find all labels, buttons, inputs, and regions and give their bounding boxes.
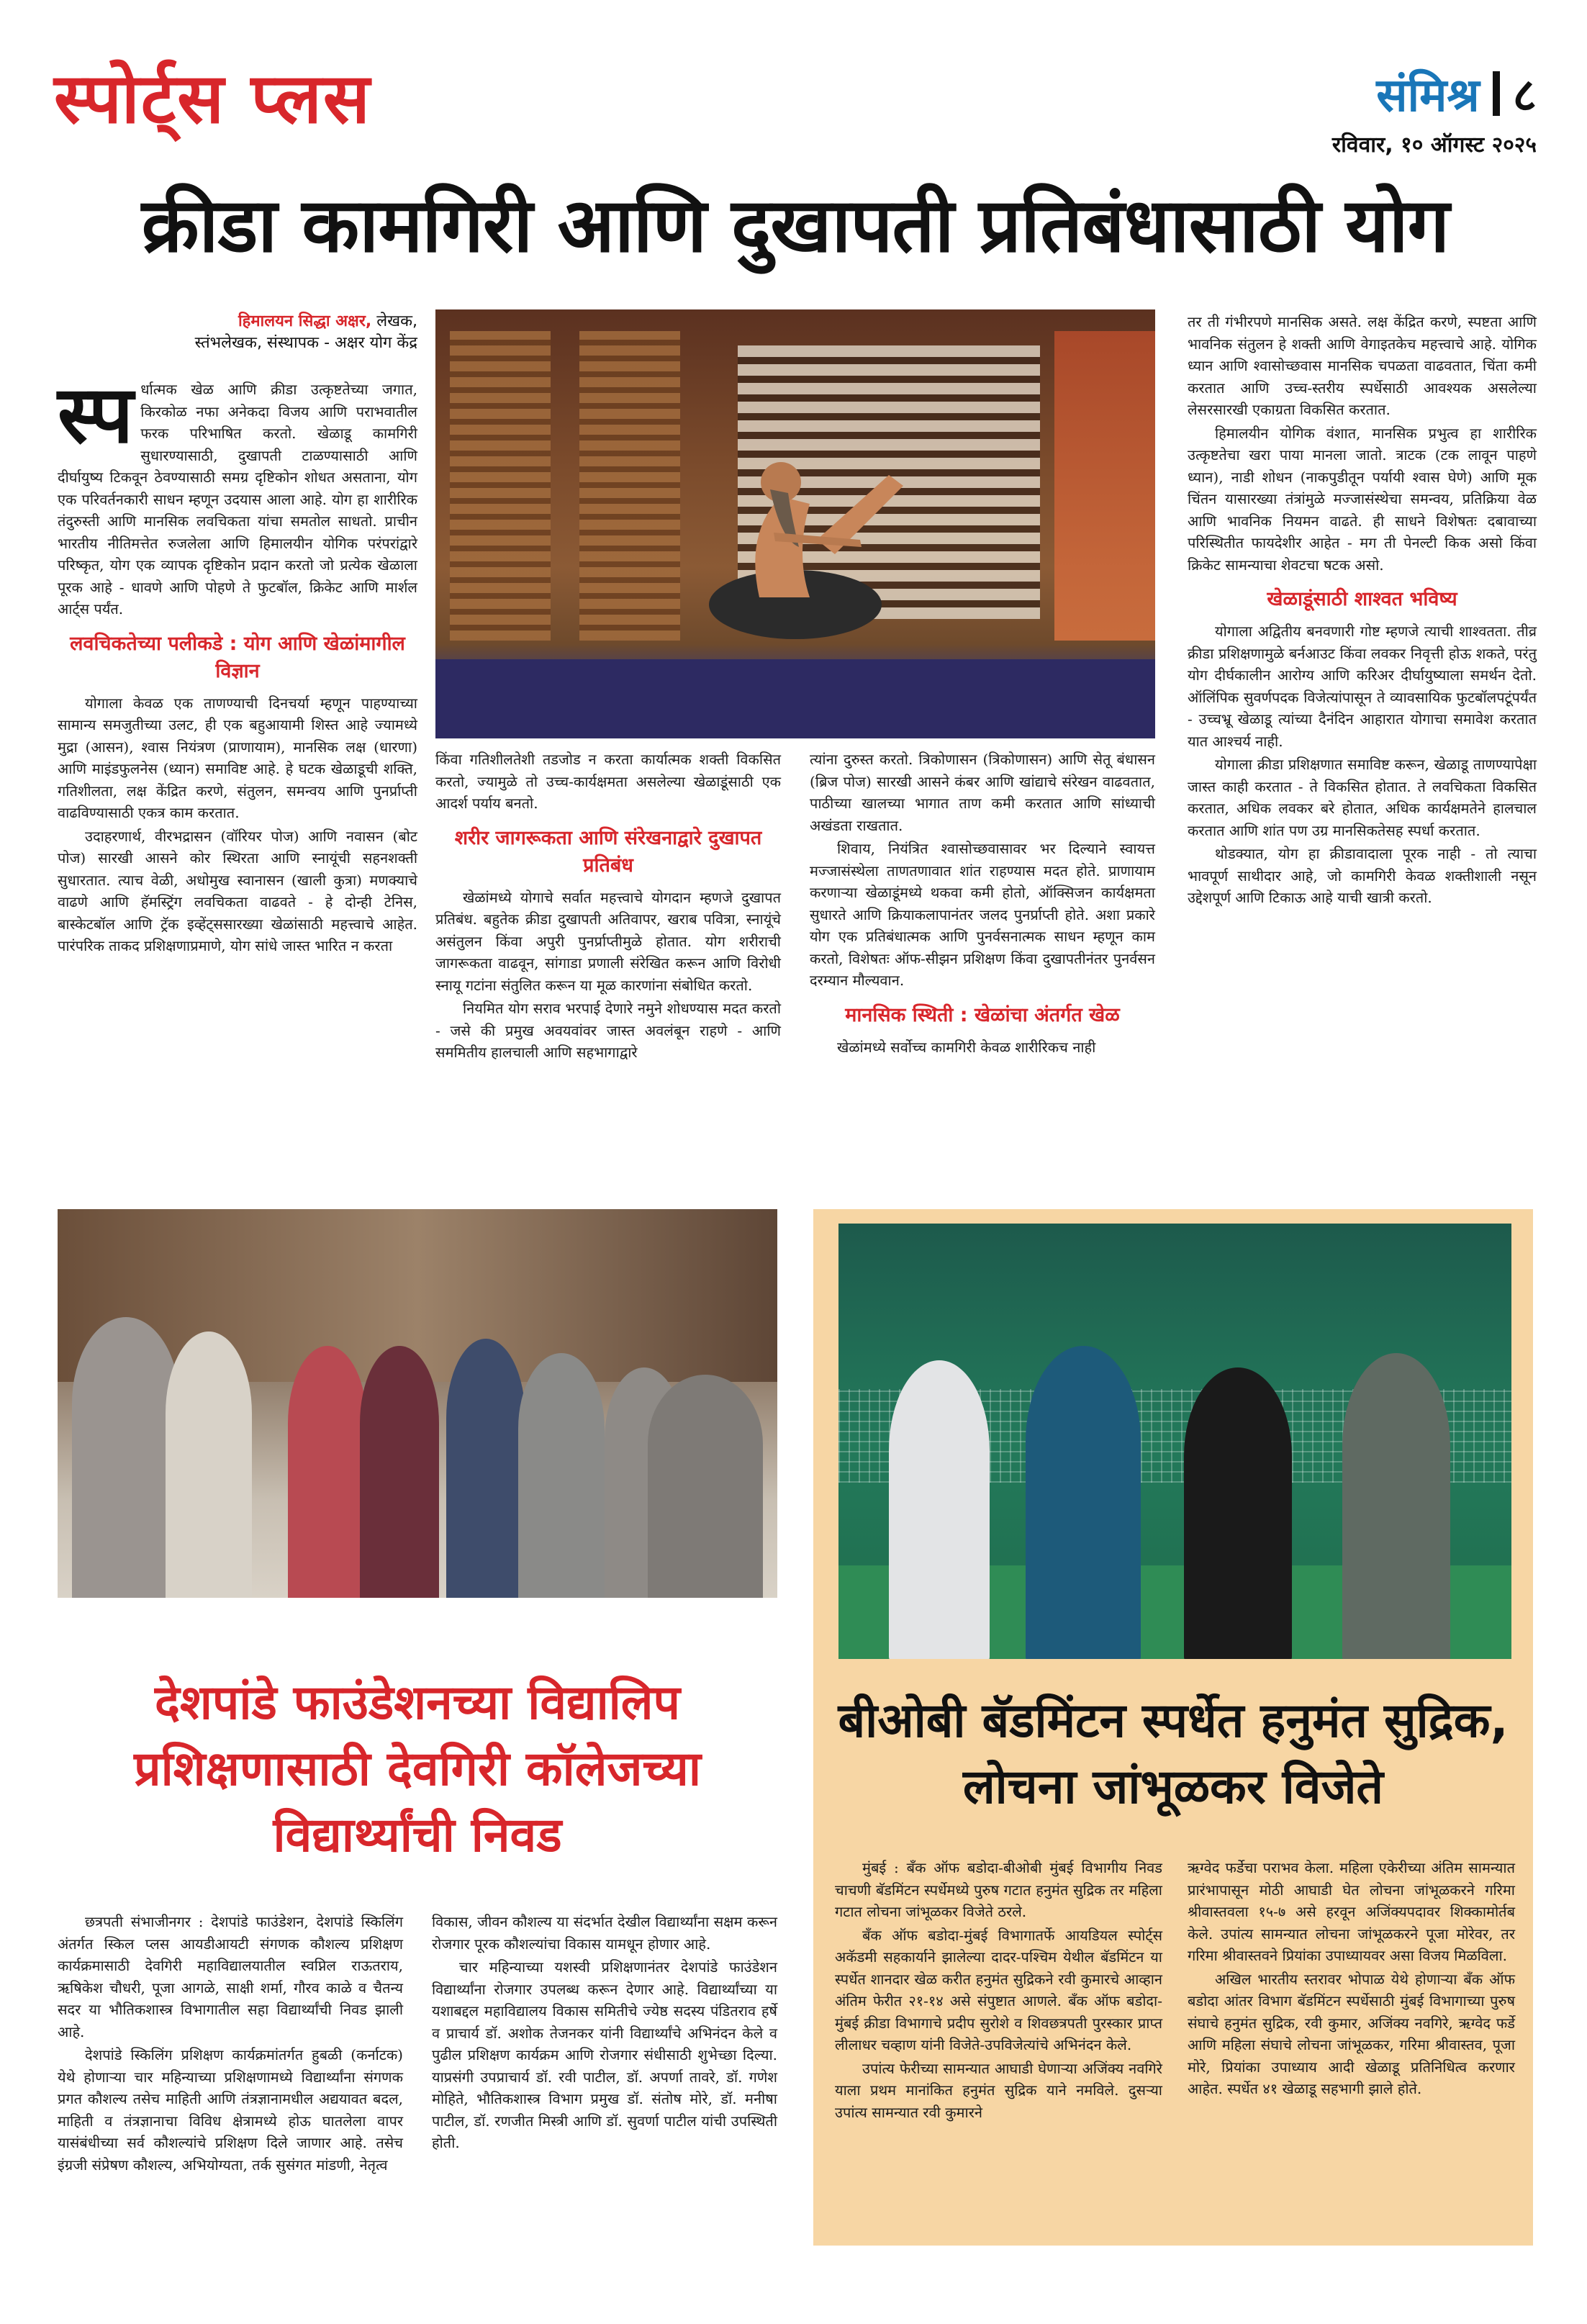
byline xyxy=(58,311,417,354)
byline-role: लेखक, xyxy=(371,312,417,330)
byline-role-2: स्तंभलेखक, संस्थापक - अक्षर योग केंद्र xyxy=(194,334,417,352)
deshpande-column-2 xyxy=(432,1911,777,2156)
yoga-photo xyxy=(435,309,1155,738)
main-article-column-4 xyxy=(1188,311,1537,910)
brand-title: स्पोर्ट्स प्लस xyxy=(54,58,371,139)
paragraph: हिमालयीन योगिक वंशात, मानसिक प्रभुत्व हा शारीरिक उत्कृष्टतेचा खरा पाया मानला जातो. त्राटक (टक लावून पाहणे ध्यान), नाडी शोधन (नाकपुडीतून पर्यायी श्वास घेणे) आणि मूक चिंतन यासारख्या तंत्रांमुळे मज्जासंस्थेचा समन्वय, प्रतिक्रिया वेळ आणि भावनिक नियमन वाढते. ही साधने विशेषतः दबावाच्या परिस्थितीत फायदेशीर आहेत - मग ती पेनल्टी किक असो किंवा क्रिकेट सामन्याचा शेवटचा षटक असो. xyxy=(1188,424,1537,574)
section-header xyxy=(1332,62,1537,158)
paragraph: योगाला अद्वितीय बनवणारी गोष्ट म्हणजे त्याची शाश्वतता. तीव्र क्रीडा प्रशिक्षणामुळे बर्नआउट किंवा लवकर निवृत्ती होऊ शकते, परंतु योग दीर्घकालीन आरोग्य आणि करिअर दीर्घायुष्याला समर्थन देतो. ऑलिंपिक सुवर्णपदक विजेत्यांपासून ते व्यावसायिक फुटबॉलपटूंपर्यंत - उच्चभ्रू खेळाडू त्यांच्या दैनंदिन आहारात योगाचा समावेश करतात यात आश्चर्य नाही. xyxy=(1188,623,1537,750)
section-divider xyxy=(1493,71,1500,116)
paragraph: उदाहरणार्थ, वीरभद्रासन (वॉरियर पोज) आणि नवासन (बोट पोज) सारखी आसने कोर स्थिरता आणि स्नायूंची सहनशक्ती सुधारतात. त्याच वेळी, अधोमुख स्वानासन (खाली कुत्रा) मणक्याचे वाढणे आणि हॅमस्ट्रिंग लवचिकता वाढवते - हे दोन्ही टेनिस, बास्केटबॉल आणि ट्रॅक इव्हेंट्ससारख्या खेळांसाठी महत्त्वाचे आहेत. पारंपरिक ताकद प्रशिक्षणाप्रमाणे, योग सांधे जास्त भारित न करता xyxy=(58,827,417,954)
main-article-column-2 xyxy=(435,749,781,1065)
main-article-column-3 xyxy=(810,749,1155,1059)
paragraph: किंवा गतिशीलतेशी तडजोड न करता कार्यात्मक शक्ती विकसित करतो, ज्यामुळे तो उच्च-कार्यक्षमता असलेल्या खेळाडूंसाठी एक आदर्श पर्याय बनतो. xyxy=(435,751,781,812)
paragraph: त्यांना दुरुस्त करतो. त्रिकोणासन (त्रिकोणासन) आणि सेतू बंधासन (ब्रिज पोज) सारखी आसने कंबर आणि खांद्याचे संरेखन वाढवतात, पाठीच्या खालच्या भागात ताण कमी करतात आणि सांध्याची अखंडता राखतात. xyxy=(810,751,1155,834)
main-article-column-1 xyxy=(58,311,417,959)
paragraph: नियमित योग सराव भरपाई देणारे नमुने शोधण्यास मदत करतो - जसे की प्रमुख अवयवांवर जास्त अवलंबून राहणे - आणि सममितीय हालचाली आणि सहभागाद्वारे xyxy=(435,1000,781,1061)
badminton-players-photo xyxy=(838,1224,1511,1659)
paragraph: योगाला क्रीडा प्रशिक्षणात समाविष्ट करून, खेळाडू ताणण्यापेक्षा जास्त काही करतात - ते विकसित होतात. ते लवचिकता विकसित करतात, अधिक लवकर बरे होतात, अधिक कार्यक्षमतेने हालचाल करतात आणि शांत पण उग्र मानसिकतेसह स्पर्धा करतात. xyxy=(1188,756,1537,839)
paragraph: देशपांडे स्किलिंग प्रशिक्षण कार्यक्रमांतर्गत हुबळी (कर्नाटक) येथे होणाऱ्या चार महिन्याच्या प्रशिक्षणामध्ये विद्यार्थ्यांना संगणक प्रगत कौशल्य तसेच माहिती आणि तंत्रज्ञानामधील अद्ययावत बदल, माहिती व तंत्रज्ञानाचा विविध क्षेत्रामध्ये होऊ घातलेला वापर यासंबंधीच्या सर्व कौशल्यांचे प्रशिक्षण दिले जाणार आहे. तसेच इंग्रजी संप्रेषण कौशल्य, अभियोग्यता, तर्क सुसंगत मांडणी, नेतृत्व xyxy=(58,2046,403,2174)
main-headline: क्रीडा कामगिरी आणि दुखापती प्रतिबंधासाठी योग xyxy=(141,181,1450,269)
deshpande-group-photo xyxy=(58,1209,777,1598)
yogi-boat-pose-figure xyxy=(673,432,932,655)
subheading-flexibility: लवचिकतेच्या पलीकडे : योग आणि खेळांमागील विज्ञान xyxy=(70,632,405,682)
badminton-column-2 xyxy=(1188,1857,1515,2102)
deshpande-column-1 xyxy=(58,1911,403,2177)
intro-paragraph: र्धात्मक खेळ आणि क्रीडा उत्कृष्टतेच्या जगात, किरकोळ नफा अनेकदा विजय आणि पराभवातील फरक परिभाषित करतो. खेळाडू कामगिरी सुधारण्यासाठी, दुखापती टाळण्यासाठी आणि दीर्घायुष्य टिकवून ठेवण्यासाठी समग्र दृष्टिकोन शोधत असताना, योग एक परिवर्तनकारी साधन म्हणून उदयास आला आहे. योग हा शारीरिक तंदुरुस्ती आणि मानसिक लवचिकता यांचा समतोल साधतो. प्राचीन भारतीय नीतिमत्तेत रुजलेला आणि हिमालयीन योगिक परंपरांद्वारे परिष्कृत, योग एक व्यापक दृष्टिकोन प्रदान करतो जो प्रत्येक खेळाला पूरक आहे - धावणे आणि पोहणे ते फुटबॉल, क्रिकेट आणि मार्शल आर्ट्स पर्यंत. xyxy=(58,381,417,618)
paragraph: छत्रपती संभाजीनगर : देशपांडे फाउंडेशन, देशपांडे स्किलिंग अंतर्गत स्किल प्लस आयडीआयटी संगणक कौशल्य प्रशिक्षण कार्यक्रमासाठी देवगिरी महाविद्यालयातील स्वप्निल राऊतराय, ऋषिकेश चौधरी, पूजा आगळे, साक्षी शर्मा, गौरव काळे व चैतन्य सदर या भौतिकशास्त्र विभागातील सहा विद्यार्थ्यांची निवड झाली आहे. xyxy=(58,1913,403,2040)
paragraph: योगाला केवळ एक ताणण्याची दिनचर्या म्हणून पाहण्याच्या सामान्य समजुतीच्या उलट, ही एक बहुआयामी शिस्त आहे ज्यामध्ये मुद्रा (आसन), श्वास नियंत्रण (प्राणायाम), मानसिक लक्ष (धारणा) आणि माइंडफुलनेस (ध्यान) समाविष्ट आहे. हे घटक खेळाडूची शक्ति, गतिशीलता, लक्ष केंद्रित करणे, संतुलन, समन्वय आणि पुनर्प्राप्ती वाढविण्यासाठी एकत्र काम करतात. xyxy=(58,694,417,821)
paragraph: खेळांमध्ये योगाचे सर्वात महत्त्वाचे योगदान म्हणजे दुखापत प्रतिबंध. बहुतेक क्रीडा दुखापती अतिवापर, खराब पवित्रा, स्नायूंचे असंतुलन किंवा अपुरी पुनर्प्राप्तीमुळे होतात. योग शरीराची जागरूकता वाढवून, सांगाडा प्रणाली संरेखित करून आणि विरोधी स्नायू गटांना संतुलित करून या मूळ कारणांना संबोधित करतो. xyxy=(435,888,781,994)
badminton-column-1 xyxy=(835,1857,1162,2125)
paragraph: तर ती गंभीरपणे मानसिक असते. लक्ष केंद्रित करणे, स्पष्टता आणि भावनिक संतुलन हे शक्ती आणि वेगाइतकेच महत्त्वाचे आहे. योगिक ध्यान आणि श्वासोच्छवास मानसिक चपळता वाढवतात, चिंता कमी करतात आणि उच्च-स्तरीय स्पर्धेसाठी आवश्यक असलेल्या लेसरसारखी एकाग्रता विकसित करतात. xyxy=(1188,313,1537,418)
deshpande-headline: देशपांडे फाउंडेशनच्या विद्यालिप प्रशिक्षणासाठी देवगिरी कॉलेजच्या विद्यार्थ्यांची निवड xyxy=(134,1675,701,1863)
subheading-mental-state: मानसिक स्थिती : खेळांचा अंतर्गत खेळ xyxy=(845,1003,1120,1026)
drop-cap: स्प xyxy=(58,369,134,461)
masthead xyxy=(54,58,1537,158)
page-number: ८ xyxy=(1512,69,1537,122)
paragraph: थोडक्यात, योग हा क्रीडावादाला पूरक नाही - तो त्याचा भावपूर्ण साथीदार आहे, जो कामगिरी केवळ शक्तीशाली नसून उद्देशपूर्ण आणि टिकाऊ आहे याची खात्री करतो. xyxy=(1188,845,1537,906)
badminton-headline: बीओबी बॅडमिंटन स्पर्धेत हनुमंत सुद्रिक, लोचना जांभूळकर विजेते xyxy=(838,1693,1509,1814)
paragraph: शिवाय, नियंत्रित श्वासोच्छवासावर भर दिल्याने स्वायत्त मज्जासंस्थेला ताणतणावात शांत राहण्यास मदत होते. प्राणायाम करणाऱ्या खेळाडूंमध्ये थकवा कमी होतो, ऑक्सिजन कार्यक्षमता सुधारते आणि क्रियाकलापानंतर जलद पुनर्प्राप्ती होते. अशा प्रकारे योग एक प्रतिबंधात्मक आणि पुनर्वसनात्मक साधन म्हणून काम करतो, विशेषतः ऑफ-सीझन प्रशिक्षण किंवा दुखापतीनंतर पुनर्वसन दरम्यान मौल्यवान. xyxy=(810,840,1155,989)
paragraph: मुंबई : बँक ऑफ बडोदा-बीओबी मुंबई विभागीय निवड चाचणी बॅडमिंटन स्पर्धेमध्ये पुरुष गटात हनुमंत सुद्रिक तर महिला गटात लोचना जांभूळकर विजेते ठरले. xyxy=(835,1859,1162,1920)
subheading-sustainable-future: खेळाडूंसाठी शाश्वत भविष्य xyxy=(1267,588,1457,610)
paragraph: खेळांमध्ये सर्वोच्च कामगिरी केवळ शारीरिकच नाही xyxy=(837,1038,1096,1056)
paragraph: उपांत्य फेरीच्या सामन्यात आघाडी घेणाऱ्या अजिंक्य नवगिरे याला प्रथम मानांकित हनुमंत सुद्रिक याने नमविले. दुसऱ्या उपांत्य सामन्यात रवी कुमारने xyxy=(835,2059,1162,2121)
paragraph: बँक ऑफ बडोदा-मुंबई विभागातर्फे आयडियल स्पोर्ट्स अकॅडमी सहकार्याने झालेल्या दादर-पश्चिम येथील बॅडमिंटन या स्पर्धेत शानदार खेळ करीत हनुमंत सुद्रिकने रवी कुमारचे आव्हान अंतिम फेरीत २१-१४ असे संपुष्टात आणले. बँक ऑफ बडोदा-मुंबई क्रीडा विभागाचे प्रदीप सुरोशे व शिवछत्रपती पुरस्कार प्राप्त लीलाधर चव्हाण यांनी विजेते-उपविजेत्यांचे अभिनंदन केले. xyxy=(835,1926,1162,2053)
issue-date: रविवार, १० ऑगस्ट २०२५ xyxy=(1331,132,1537,158)
paragraph: विकास, जीवन कौशल्य या संदर्भात देखील विद्यार्थ्यांना सक्षम करून रोजगार पूरक कौशल्यांचा विकास यामधून होणार आहे. xyxy=(432,1913,777,1953)
subheading-injury-prevention: शरीर जागरूकता आणि संरेखनाद्वारे दुखापत प्रतिबंध xyxy=(454,826,762,877)
byline-author: हिमालयन सिद्धा अक्षर, xyxy=(238,312,372,330)
paragraph: अखिल भारतीय स्तरावर भोपाळ येथे होणाऱ्या बँक ऑफ बडोदा आंतर विभाग बॅडमिंटन स्पर्धेसाठी मुंबई विभागाच्या पुरुष संघाचे हनुमंत सुद्रिक, रवी कुमार, अजिंक्य नवगिरे, ऋग्वेद फर्डे आणि महिला संघाचे लोचना जांभूळकर, गरिमा श्रीवास्तव, पूजा मोरे, प्रियांका उपाध्याय आदी खेळाडू प्रतिनिधित्व करणार आहेत. स्पर्धेत ४१ खेळाडू सहभागी झाले होते. xyxy=(1188,1970,1515,2097)
paragraph: चार महिन्याच्या यशस्वी प्रशिक्षणानंतर देशपांडे फाउंडेशन विद्यार्थ्यांना रोजगार उपलब्ध करून देणार आहे. विद्यार्थ्यांच्या या यशाबद्दल महाविद्यालय विकास समितीचे ज्येष्ठ सदस्य पंडितराव हर्षे व प्राचार्य डॉ. अशोक तेजनकर यांनी विद्यार्थ्यांचे अभिनंदन केले व पुढील प्रशिक्षण कार्यक्रम आणि रोजगार संधीसाठी शुभेच्छा दिल्या. याप्रसंगी उपप्राचार्य डॉ. रवी पाटील, डॉ. अपर्णा तावरे, डॉ. गणेश मोहिते, भौतिकशास्त्र विभाग प्रमुख डॉ. संतोष मोरे, डॉ. मनीषा पाटील, डॉ. रणजीत मिस्त्री आणि डॉ. सुवर्णा पाटील यांची उपस्थिती होती. xyxy=(432,1958,777,2151)
section-name: संमिश्र xyxy=(1376,69,1480,122)
paragraph: ऋग्वेद फर्डेचा पराभव केला. महिला एकेरीच्या अंतिम सामन्यात प्रारंभापासून मोठी आघाडी घेत लोचना जांभूळकरने गरिमा श्रीवास्तवला १५-७ असे हरवून अजिंक्यपदावर शिक्कामोर्तब केले. उपांत्य सामन्यात लोचना जांभूळकरने पूजा मोरेवर, तर गरिमा श्रीवास्तवने प्रियांका उपाध्यायवर असा विजय मिळविला. xyxy=(1188,1859,1515,1964)
